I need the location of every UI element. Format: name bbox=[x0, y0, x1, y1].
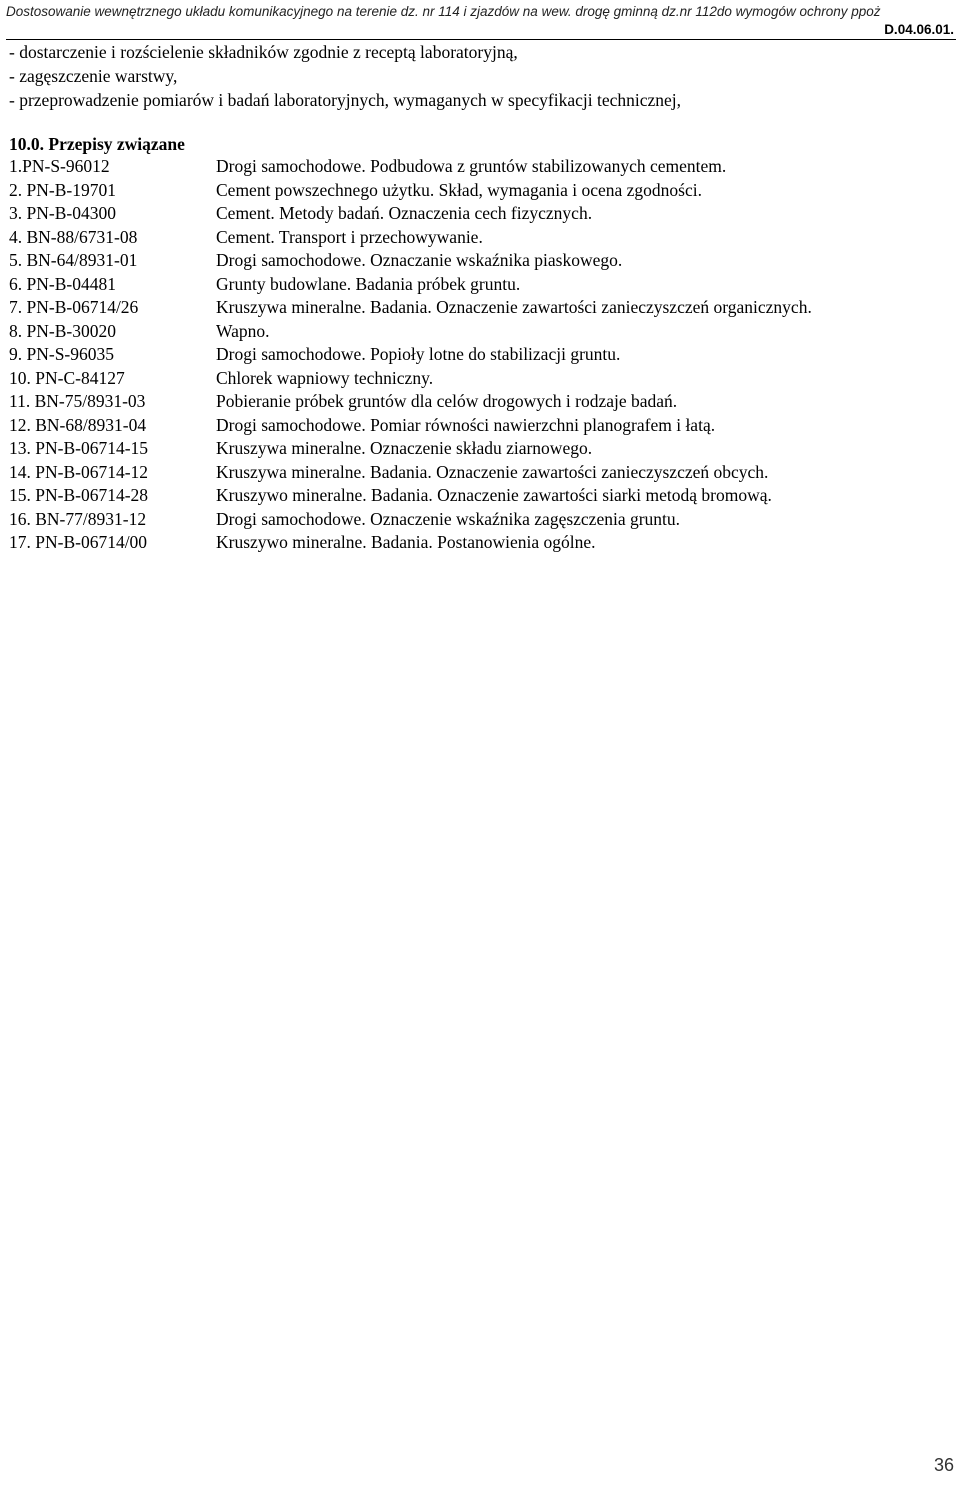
standard-title: Pobieranie próbek gruntów dla celów drogowych i rodzaje badań. bbox=[216, 391, 678, 411]
standard-code: 4. BN-88/6731-08 bbox=[9, 226, 138, 247]
standard-row bbox=[9, 484, 949, 508]
standard-code: 5. BN-64/8931-01 bbox=[9, 250, 138, 270]
standard-title: Cement. Transport i przechowywanie. bbox=[216, 226, 483, 247]
standard-code: 17. PN-B-06714/00 bbox=[9, 532, 148, 552]
bullet-list bbox=[9, 40, 681, 112]
standard-title: Cement powszechnego użytku. Skład, wymagania i ocena zgodności. bbox=[216, 179, 702, 200]
standard-title: Chlorek wapniowy techniczny. bbox=[216, 367, 434, 388]
standard-row bbox=[9, 179, 949, 203]
standard-row bbox=[9, 320, 949, 344]
standard-row bbox=[9, 414, 949, 438]
standard-row bbox=[9, 296, 949, 320]
standard-code: 3. PN-B-04300 bbox=[9, 203, 116, 223]
standard-title: Kruszywo mineralne. Badania. Oznaczenie zawartości siarki metodą bromową. bbox=[216, 485, 772, 505]
standard-code: 16. BN-77/8931-12 bbox=[9, 508, 147, 529]
standard-title: Drogi samochodowe. Oznaczenie wskaźnika zagęszczenia gruntu. bbox=[216, 508, 681, 529]
standard-row bbox=[9, 390, 949, 414]
page-number: 36 bbox=[933, 1455, 954, 1475]
standard-title: Drogi samochodowe. Popioły lotne do stabilizacji gruntu. bbox=[216, 344, 621, 364]
standard-title: Drogi samochodowe. Pomiar równości nawierzchni planografem i łatą. bbox=[216, 414, 716, 435]
standard-title: Kruszywo mineralne. Badania. Postanowienia ogólne. bbox=[216, 532, 596, 552]
standard-row bbox=[9, 343, 949, 367]
standard-title: Drogi samochodowe. Oznaczanie wskaźnika piaskowego. bbox=[216, 250, 623, 270]
standard-title: Kruszywa mineralne. Badania. Oznaczenie zawartości zanieczyszczeń obcych. bbox=[216, 461, 769, 482]
section-heading: 10.0. Przepisy związane bbox=[9, 134, 185, 154]
standard-row bbox=[9, 273, 949, 297]
document-spec-code: D.04.06.01. bbox=[884, 22, 954, 37]
standards-list bbox=[9, 155, 949, 555]
standard-code: 8. PN-B-30020 bbox=[9, 320, 116, 341]
standard-code: 15. PN-B-06714-28 bbox=[9, 485, 149, 505]
standard-row bbox=[9, 226, 949, 250]
standard-title: Grunty budowlane. Badania próbek gruntu. bbox=[216, 273, 521, 294]
standard-row bbox=[9, 155, 949, 179]
standard-row bbox=[9, 202, 949, 226]
standard-code: 7. PN-B-06714/26 bbox=[9, 297, 139, 317]
standard-row bbox=[9, 249, 949, 273]
bullet-item: - dostarczenie i rozścielenie składników zgodnie z receptą laboratoryjną, bbox=[9, 42, 518, 62]
standard-code: 9. PN-S-96035 bbox=[9, 344, 115, 364]
standard-title: Cement. Metody badań. Oznaczenia cech fizycznych. bbox=[216, 203, 593, 223]
standard-title: Kruszywa mineralne. Badania. Oznaczenie zawartości zanieczyszczeń organicznych. bbox=[216, 297, 812, 317]
standard-code: 10. PN-C-84127 bbox=[9, 367, 125, 388]
standard-row bbox=[9, 437, 949, 461]
standard-code: 2. PN-B-19701 bbox=[9, 179, 116, 200]
document-header-title: Dostosowanie wewnętrznego układu komunikacyjnego na terenie dz. nr 114 i zjazdów na wew. drogę gminną dz.nr 112do wymogów ochrony ppoż bbox=[6, 4, 881, 19]
standard-code: 14. PN-B-06714-12 bbox=[9, 461, 149, 482]
standard-title: Kruszywa mineralne. Oznaczenie składu ziarnowego. bbox=[216, 438, 593, 458]
bullet-item: - zagęszczenie warstwy, bbox=[9, 66, 178, 86]
standard-row bbox=[9, 508, 949, 532]
standard-code: 11. BN-75/8931-03 bbox=[9, 391, 146, 411]
standard-code: 12. BN-68/8931-04 bbox=[9, 414, 147, 435]
standard-row bbox=[9, 367, 949, 391]
standard-title: Drogi samochodowe. Podbudowa z gruntów stabilizowanych cementem. bbox=[216, 156, 727, 176]
bullet-item: - przeprowadzenie pomiarów i badań laboratoryjnych, wymaganych w specyfikacji technicznej, bbox=[9, 90, 682, 110]
standard-title: Wapno. bbox=[216, 320, 270, 341]
standard-code: 6. PN-B-04481 bbox=[9, 273, 116, 294]
standard-row bbox=[9, 531, 949, 555]
standard-code: 13. PN-B-06714-15 bbox=[9, 438, 149, 458]
standard-code: 1.PN-S-96012 bbox=[9, 156, 110, 176]
standard-row bbox=[9, 461, 949, 485]
